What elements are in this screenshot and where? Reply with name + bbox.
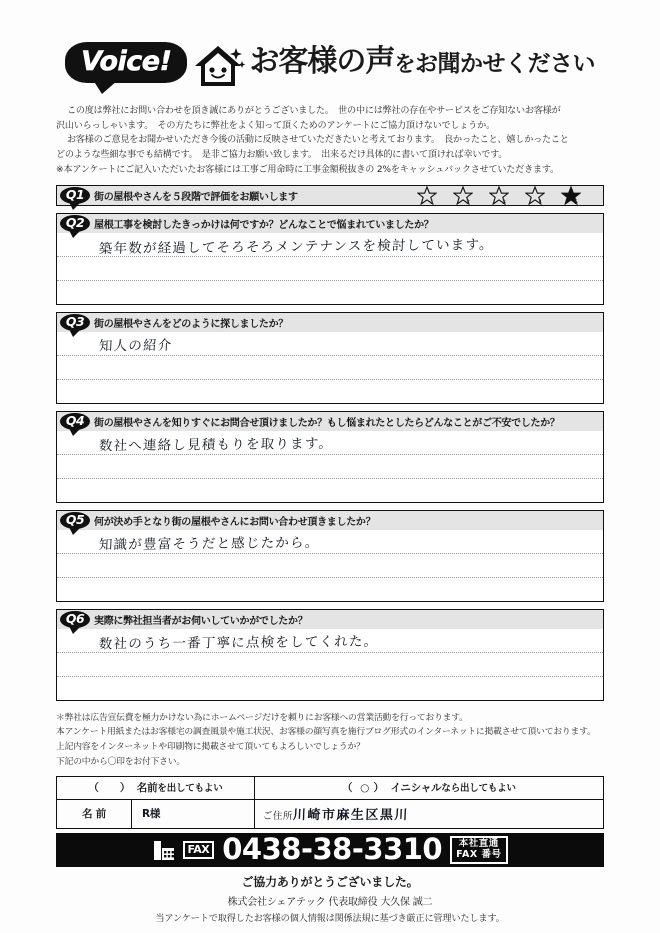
- question-header-q2: [57, 214, 603, 233]
- question-text-q1: 街の屋根やさんを５段階で評価をお願いします: [94, 191, 298, 203]
- answer-area-q6[interactable]: [57, 629, 603, 700]
- star-rating-1[interactable]: [417, 186, 437, 205]
- answer-area-q4[interactable]: [57, 431, 603, 502]
- question-text-q4: 街の屋根やさんを知りすぐにお問合せ頂けましたか？もし悩まれたとしたらどんなことがご不安でしたか？: [94, 417, 560, 429]
- consent-label-initials-tail: なら出してもよい: [441, 783, 516, 795]
- answer-line[interactable]: [57, 578, 603, 601]
- address-field-label: ご住所: [262, 811, 293, 823]
- intro-line-1: この度は弊社にお問い合わせを頂き誠にありがとうございました。 世の中には弊社の存在やサービスをご存知ないお客様が: [67, 106, 561, 116]
- page-title: [249, 44, 595, 79]
- question-header-q6: [57, 610, 603, 629]
- customer-info-row: [57, 799, 604, 828]
- handwritten-answer-q2: 築年数が経過してそろそろメンテナンスを検討しています。: [98, 236, 495, 257]
- fax-label-chip: FAX: [183, 841, 215, 859]
- note-line-3: 上記内容をインターネットや印刷物に掲載させて頂いてもよろしいでしょうか？: [56, 742, 365, 753]
- handwritten-answer-q3: 知人の紹介: [98, 337, 173, 354]
- star-rating-4[interactable]: [525, 186, 545, 205]
- privacy-notice: 当アンケートで取得したお客様の個人情報は関係法規に基づき厳正に管理いたします。: [155, 912, 505, 924]
- address-field-value: 川崎市麻生区黒川: [292, 808, 410, 824]
- footer-notes: [56, 711, 604, 770]
- answer-line[interactable]: [57, 281, 603, 304]
- question-text-q6: 実際に弊社担当者がお伺いしていかがでしたか？: [94, 615, 308, 627]
- consent-option-initials[interactable]: （ ○ ） イニシャルなら出してもよい: [254, 776, 603, 799]
- star-rating-group[interactable]: [417, 186, 603, 205]
- answer-line[interactable]: [57, 380, 603, 403]
- intro-text: [56, 104, 604, 178]
- question-block-q5: [56, 510, 604, 602]
- intro-line-2: 沢山いらっしゃいます。 その方たちに弊社をよく知って頂くためのアンケートにご協力頂けないでしょうか。: [56, 120, 495, 131]
- handwritten-answer-q6: 数社のうち一番丁寧に点検をしてくれた。: [98, 633, 379, 653]
- answer-line[interactable]: [57, 554, 603, 578]
- answer-area-q2[interactable]: [57, 233, 603, 304]
- question-header-q5: [57, 511, 603, 530]
- page-header: [56, 0, 604, 98]
- question-block-q1: [56, 185, 604, 206]
- page-title-tail: お聞かせください: [414, 51, 595, 77]
- answer-line[interactable]: [57, 332, 603, 356]
- star-label-3: 3: [502, 198, 506, 206]
- question-block-q6: [56, 609, 604, 701]
- intro-line-3: お客様のご意見をお聞かせいただき今後の活動に反映させていただきたいと考えております。 良かったこと、嬉しかったこと: [67, 135, 569, 146]
- building-icon: [153, 839, 175, 861]
- answer-area-q3[interactable]: [57, 332, 603, 403]
- answer-line[interactable]: [57, 431, 603, 455]
- note-line-4: 下記の中から〇印をお付下さい。: [56, 756, 185, 767]
- consent-mark-initials: ○: [360, 782, 370, 795]
- question-block-q2: [56, 213, 604, 305]
- answer-line[interactable]: [57, 356, 603, 380]
- star-label-1: 1: [430, 198, 434, 206]
- consent-label-initials: イニシャル: [390, 782, 442, 795]
- answer-line[interactable]: [57, 257, 603, 281]
- note-line-2: 本アンケート用紙またはお客様宅の調査風景や施工状況、お客様の顔写真を施行ブログ形式のインターネットに掲載させて頂いております。: [56, 727, 596, 738]
- smiling-house-icon: [191, 42, 245, 88]
- thanks-message: ご協力ありがとうございました。: [241, 874, 419, 889]
- name-field-label: 名 前: [57, 799, 132, 828]
- handwritten-answer-q5: 知識が豊富そうだと感じたから。: [98, 534, 320, 553]
- question-block-q4: [56, 411, 604, 503]
- star-rating-5-selected[interactable]: [561, 186, 581, 205]
- answer-line[interactable]: [57, 455, 603, 479]
- star-label-4: 4: [538, 198, 542, 206]
- star-label-5: 5: [574, 198, 578, 206]
- handwritten-answer-q4: 数社へ連絡し見積もりを取ります。: [98, 435, 334, 454]
- fax-number[interactable]: 0438-38-3310: [222, 832, 443, 867]
- question-header-q4: [57, 412, 603, 431]
- question-header-q3: [57, 313, 603, 332]
- star-rating-3[interactable]: [489, 186, 509, 205]
- consent-label-name: 名前: [136, 782, 158, 795]
- answer-line[interactable]: [57, 530, 603, 554]
- question-header-q1: [57, 186, 603, 205]
- question-text-q5: 何が決め手となり街の屋根やさんにお問い合わせ頂きましたか？: [94, 516, 376, 528]
- question-badge-q3: Q3: [60, 314, 90, 331]
- answer-line[interactable]: [57, 677, 603, 700]
- question-badge-q6: Q6: [60, 611, 90, 628]
- consent-label-name-tail: を出してもよい: [157, 783, 223, 795]
- page-title-particle: を: [394, 52, 415, 76]
- answer-area-q5[interactable]: [57, 530, 603, 601]
- fax-direct-badge: [450, 836, 507, 864]
- address-field[interactable]: [254, 799, 603, 828]
- company-signature: 株式会社シェアテック 代表取締役 大久保 誠二: [227, 896, 433, 908]
- fax-badge-line-1: 本社直通: [458, 837, 499, 849]
- intro-line-4: どのような些細な事でも結構です。 是非ご協力お願い致します。 出来るだけ具体的に書いて頂ければ幸いです。: [56, 150, 508, 161]
- question-badge-q1: Q1: [60, 187, 90, 204]
- consent-option-full-name[interactable]: （ ） 名前を出してもよい: [57, 776, 255, 799]
- question-badge-q5: Q5: [60, 512, 90, 529]
- voice-bubble-logo: Voice!: [65, 42, 187, 83]
- fax-badge-line-2: FAX 番号: [456, 848, 502, 860]
- answer-line[interactable]: [57, 233, 603, 257]
- name-field-value[interactable]: R様: [132, 799, 255, 828]
- consent-table: [56, 776, 604, 829]
- answer-line[interactable]: [57, 479, 603, 502]
- question-badge-q4: Q4: [60, 413, 90, 430]
- answer-line[interactable]: [57, 629, 603, 653]
- question-text-q3: 街の屋根やさんをどのように探しましたか？: [94, 318, 288, 330]
- answer-line[interactable]: [57, 653, 603, 677]
- question-text-q2: 屋根工事を検討したきっかけは何ですか？どんなことで悩まれていましたか？: [94, 219, 434, 231]
- question-block-q3: [56, 312, 604, 404]
- star-rating-2[interactable]: [453, 186, 473, 205]
- page-title-main: お客様の声: [249, 44, 395, 79]
- star-label-2: 2: [466, 198, 470, 206]
- question-badge-q2: Q2: [60, 215, 90, 232]
- note-line-1: ＊弊社は広告宣伝費を極力かけない為にホームページだけを頼りにお客様への営業活動を行っております。: [56, 712, 468, 723]
- consent-options-row: [57, 776, 604, 799]
- fax-contact-bar: [56, 833, 604, 867]
- intro-line-5: ※本アンケートにご記入いただいたお客様には工事ご用命時に工事金額税抜きの 2%をキャッシュバックさせていただきます。: [56, 164, 559, 175]
